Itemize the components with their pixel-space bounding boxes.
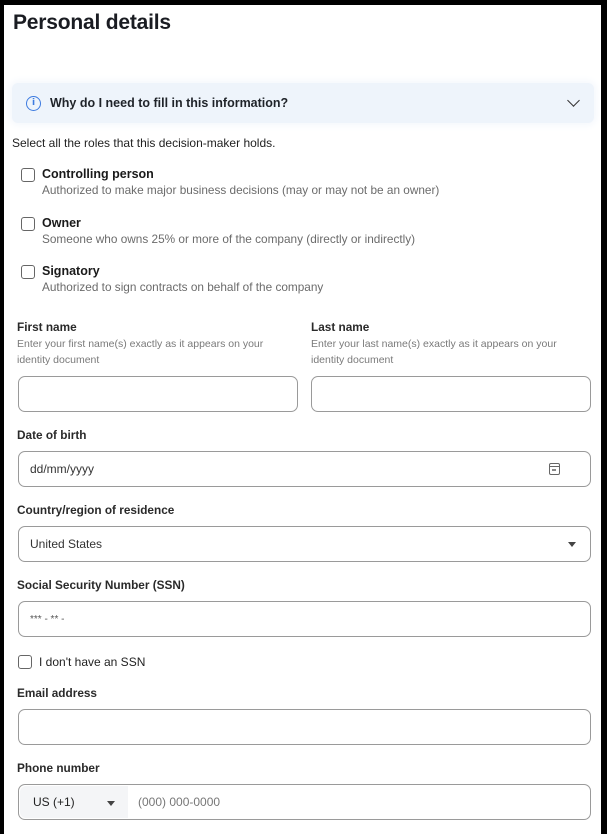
why-info-accordion[interactable]	[12, 83, 594, 123]
info-banner-text: Why do I need to fill in this information?	[50, 96, 289, 110]
role-title: Controlling person	[42, 167, 154, 181]
role-controlling-person[interactable]	[21, 167, 439, 198]
roles-intro: Select all the roles that this decision-maker holds.	[12, 136, 276, 150]
caret-down-icon	[568, 542, 576, 547]
controlling-person-checkbox[interactable]	[21, 168, 35, 182]
phone-number-input[interactable]: (000) 000-0000	[138, 795, 221, 809]
personal-details-form	[4, 5, 601, 834]
country-selected-value: United States	[30, 537, 103, 551]
signatory-checkbox[interactable]	[21, 265, 35, 279]
phone-country-code: US (+1)	[33, 795, 75, 809]
first-name-label: First name	[17, 320, 77, 334]
chevron-down-icon[interactable]	[567, 94, 580, 107]
date-placeholder: dd/mm/yyyy	[30, 462, 95, 476]
country-label: Country/region of residence	[17, 503, 175, 517]
no-ssn-label: I don't have an SSN	[39, 655, 146, 669]
ssn-placeholder: *** - ** -	[30, 613, 65, 625]
phone-label: Phone number	[17, 761, 100, 775]
email-input[interactable]	[18, 709, 591, 745]
ssn-label: Social Security Number (SSN)	[17, 578, 185, 592]
last-name-help: Enter your last name(s) exactly as it appears on your identity document	[311, 338, 557, 366]
email-label: Email address	[17, 686, 97, 700]
role-signatory[interactable]	[21, 264, 323, 295]
date-of-birth-input[interactable]	[18, 451, 591, 487]
phone-input-group	[18, 784, 591, 820]
role-title: Signatory	[42, 264, 100, 278]
info-icon: i	[26, 96, 41, 111]
role-description: Authorized to make major business decisions (may or may not be an owner)	[42, 183, 440, 197]
first-name-help: Enter your first name(s) exactly as it appears on your identity document	[17, 338, 264, 366]
role-description: Authorized to sign contracts on behalf of the company	[42, 280, 324, 294]
country-select[interactable]	[18, 526, 591, 562]
role-title: Owner	[42, 216, 81, 230]
phone-country-code-select[interactable]	[20, 786, 128, 818]
date-of-birth-label: Date of birth	[17, 428, 87, 442]
role-owner[interactable]	[21, 216, 415, 247]
owner-checkbox[interactable]	[21, 217, 35, 231]
calendar-icon[interactable]	[549, 463, 560, 475]
ssn-input[interactable]	[18, 601, 591, 637]
first-name-input[interactable]	[18, 376, 298, 412]
no-ssn-checkbox[interactable]	[18, 655, 32, 669]
caret-down-icon	[107, 801, 115, 806]
no-ssn-option[interactable]	[18, 655, 145, 669]
role-description: Someone who owns 25% or more of the company (directly or indirectly)	[42, 232, 416, 246]
last-name-label: Last name	[311, 320, 370, 334]
last-name-input[interactable]	[311, 376, 591, 412]
page-title: Personal details	[13, 11, 171, 34]
